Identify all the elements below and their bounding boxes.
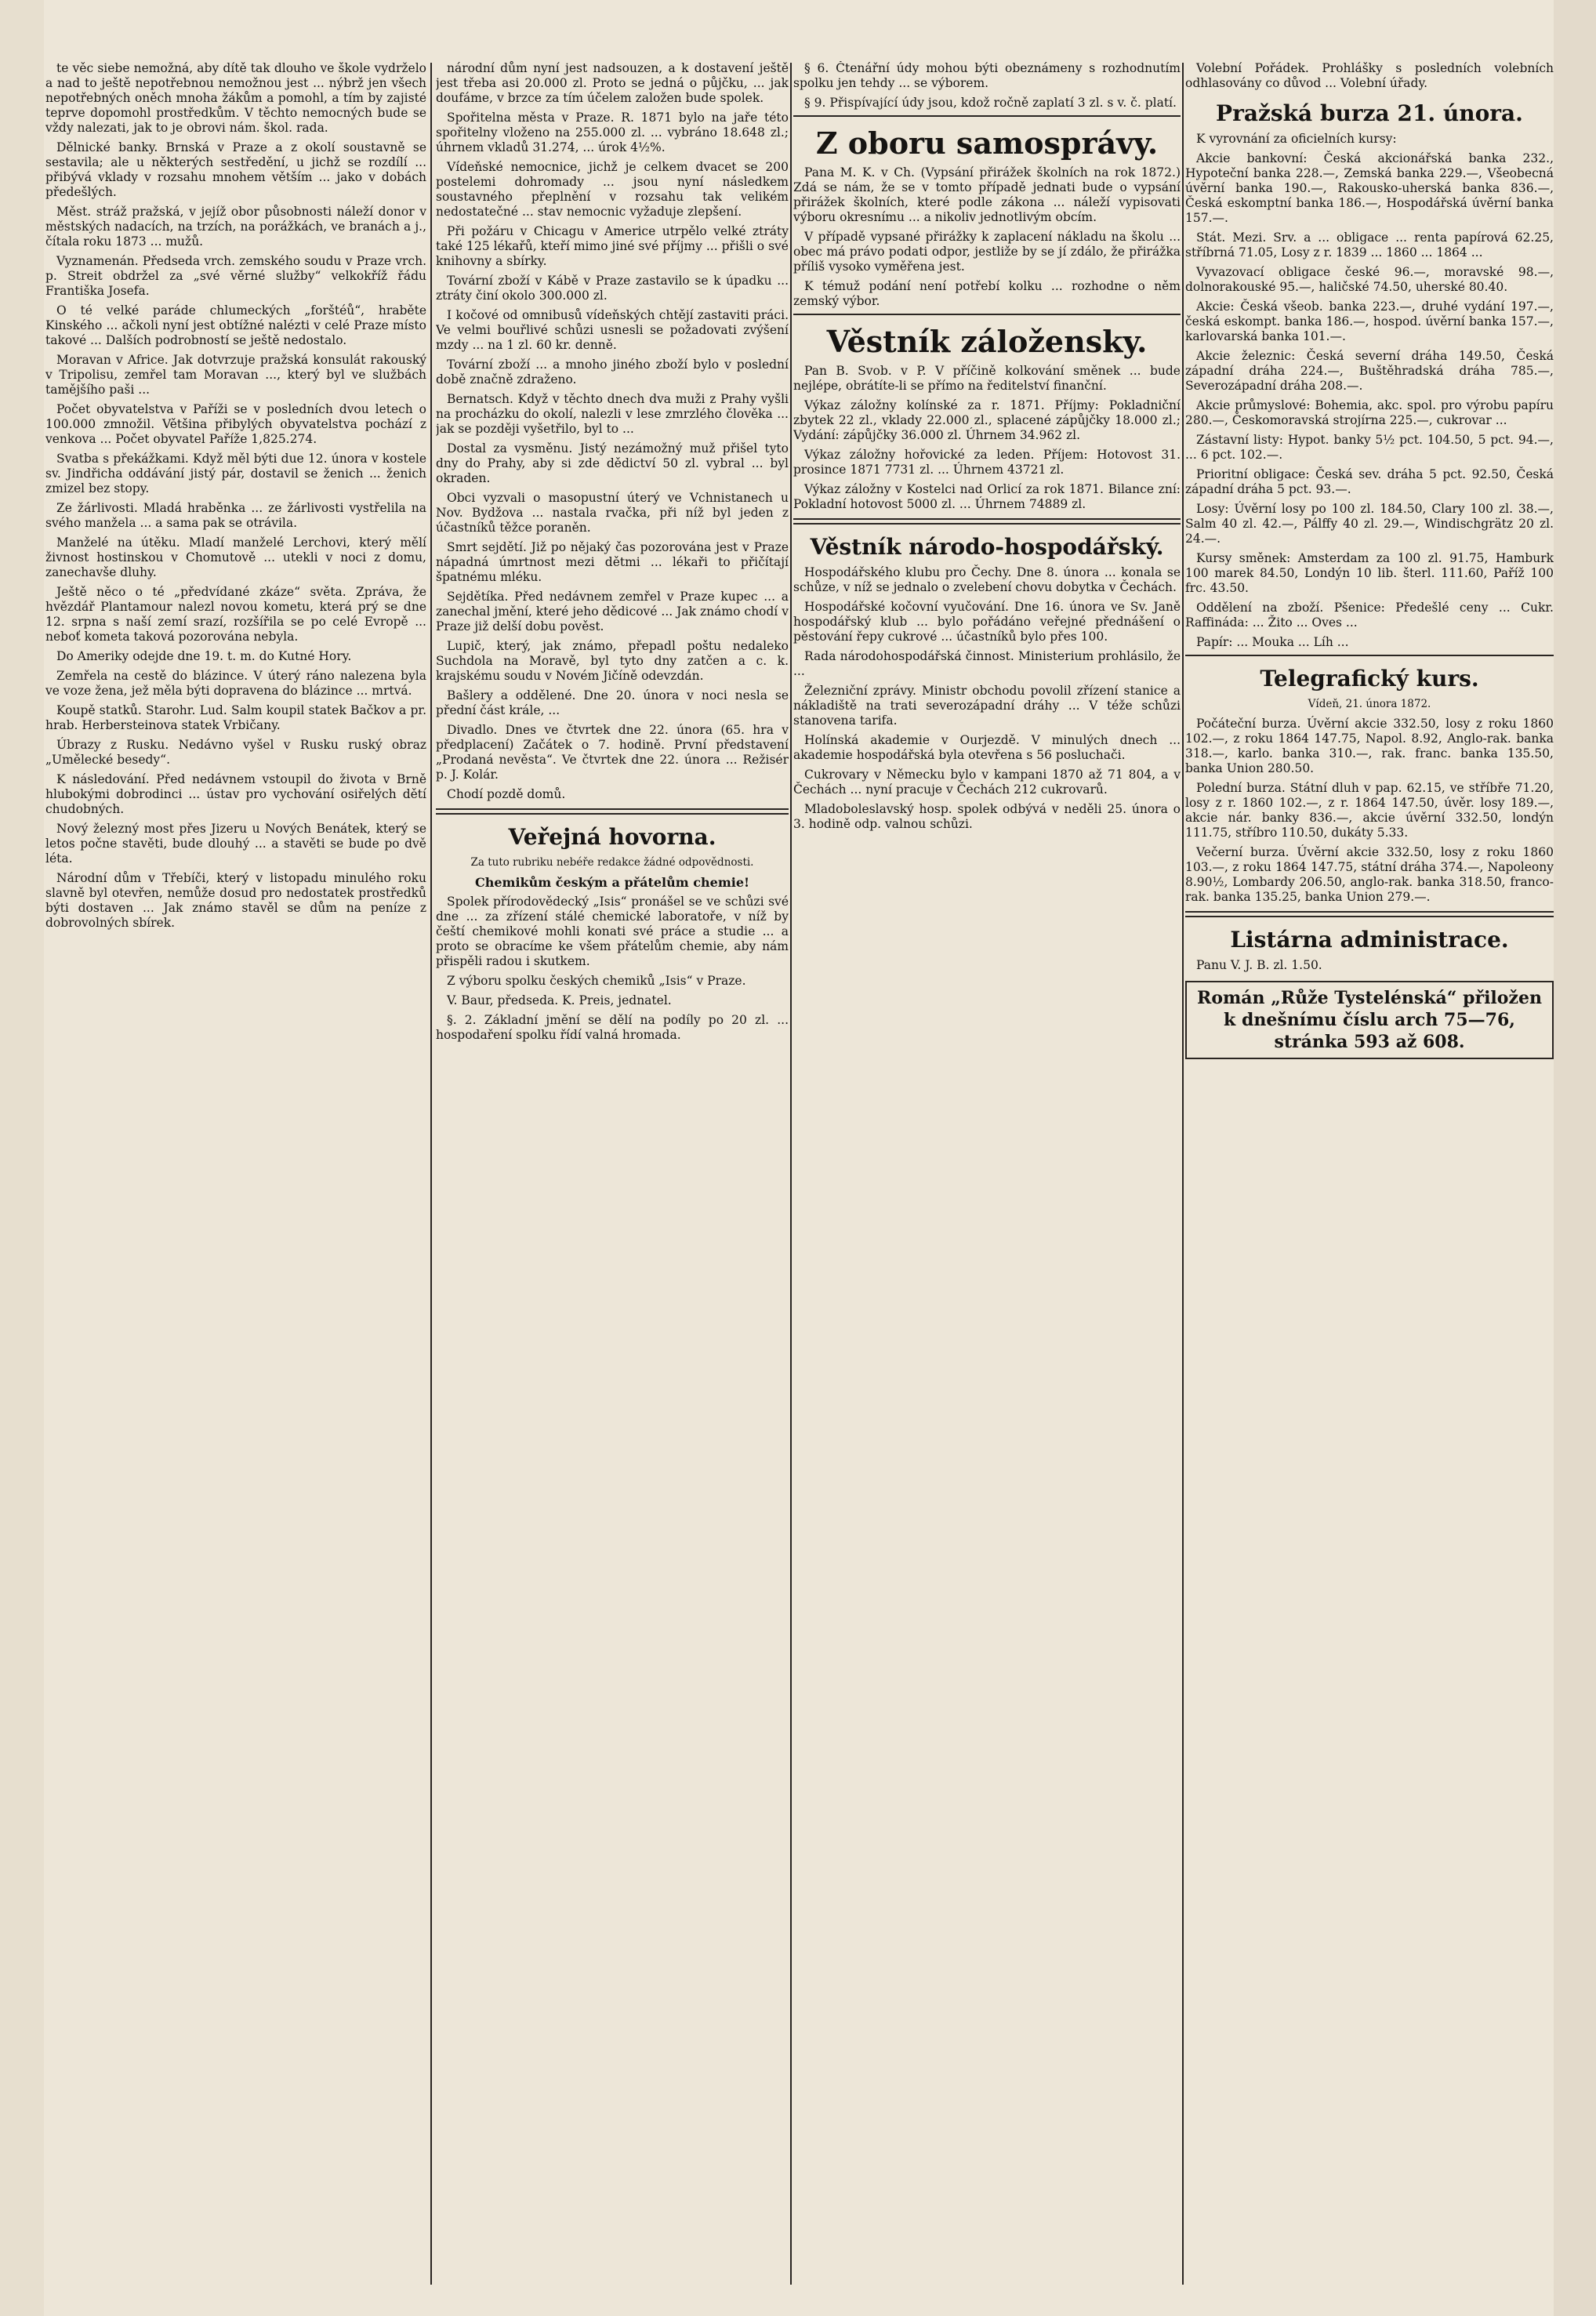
- burza-paragraphs: [1185, 151, 1554, 650]
- zalozny-paragraphs: [793, 364, 1181, 512]
- market-paragraph: Počáteční burza. Úvěrní akcie 332.50, losy z roku 1860 102.—, z roku 1864 147.75, Napol. 8.92, Anglo-rak. banka 318.—, karlo. banka 310.—, rak. franc. banka 135.50, banka Union 280.50.: [1185, 717, 1554, 775]
- supplement-notice: Román „Růže Tystelénská“ přiložen k dnešnímu číslu arch 75—76, stránka 593 až 608.: [1185, 981, 1554, 1059]
- article-paragraph: Koupě statků. Starohr. Lud. Salm koupil statek Bačkov a pr. hrab. Herbersteinova statek Vrbičany.: [45, 703, 426, 732]
- letter-paragraph: Spolek přírodovědecký „Isis“ pronášel se ve schůzi své dne ... za zřízení stálé chemické laboratoře, v níž by čeští chemikové mohli konati své práce a studie ... a proto se obracíme ke všem přátelům chemie, aby nám přispěli radou i skutkem.: [436, 895, 789, 968]
- market-paragraph: Akcie bankovní: Česká akcionářská banka 232., Hypoteční banka 228.—, Zemská banka 229.—, Všeobecná úvěrní banka 190.—, Rakousko-uherská banka 836.—, Česká eskomptní banka 186.—, Hospodářská úvěrní banka 157.—.: [1185, 151, 1554, 225]
- article-paragraph: Pan B. Svob. v P. V příčině kolkování směnek ... bude nejlépe, obrátíte-li se přímo na ředitelství finanční.: [793, 364, 1181, 393]
- market-paragraph: Stát. Mezi. Srv. a ... obligace ... renta papírová 62.25, stříbrná 71.05, Losy z r. 1839 ... 1860 ... 1864 ...: [1185, 231, 1554, 260]
- article-paragraph: Lupič, který, jak známo, přepadl poštu nedaleko Suchdola na Moravě, byl tyto dny zatčen a c. k. krajskému soudu v Novém Jičíně odevzdán.: [436, 639, 789, 683]
- article-paragraph: Sejdětíka. Před nedávnem zemřel v Praze kupec ... a zanechal jmění, které jeho dědicové ... Jak známo chodí v Praze již delší dobu pověst.: [436, 590, 789, 633]
- article-paragraph: Cukrovary v Německu bylo v kampani 1870 až 71 804, a v Čechách ... nyní pracuje v Čechách 212 cukrovarů.: [793, 768, 1181, 797]
- article-paragraph: O té velké paráde chlumeckých „forštéů“, hraběte Kinského ... ačkoli nyní jest obtížné nalézti v celé Praze místo takové ... Dalších podrobností se ještě nedostalo.: [45, 303, 426, 347]
- article-paragraph: V případě vypsané přirážky k zaplacení nákladu na školu ... obec má právo podati odpor, jestliže by se jí zdálo, že přirážka příliš vysoko vyměřena jest.: [793, 230, 1181, 274]
- article-paragraph: Hospodářského klubu pro Čechy. Dne 8. února ... konala se schůze, v níž se jednalo o zvelebení chovu dobytka v Čechách.: [793, 565, 1181, 594]
- market-paragraph: Akcie průmyslové: Bohemia, akc. spol. pro výrobu papíru 280.—, Českomoravská strojírna 225.—, cukrovar ...: [1185, 398, 1554, 427]
- market-paragraph: Polední burza. Státní dluh v pap. 62.15, ve stříbře 71.20, losy z r. 1860 102.—, z r. 1864 147.50, úvěr. losy 189.—, akcie nár. banky 836.—, akcie úvěrní 332.50, londýn 111.75, stříbro 110.50, dukáty 5.33.: [1185, 781, 1554, 840]
- letter-paragraphs: [436, 895, 789, 1043]
- divider: [436, 808, 789, 815]
- divider: [793, 518, 1181, 525]
- article-paragraph: Úbrazy z Rusku. Nedávno vyšel v Rusku ruský obraz „Umělecké besedy“.: [45, 738, 426, 767]
- article-paragraph: Zemřela na cestě do blázince. V úterý ráno nalezena byla ve voze žena, jež měla býti dopravena do blázince ... mrtvá.: [45, 669, 426, 698]
- samosprava-paragraphs: [793, 165, 1181, 309]
- letter-paragraph: §. 2. Základní jmění se dělí na podíly po 20 zl. ... hospodaření spolku řídí valná hromada.: [436, 1013, 789, 1042]
- article-paragraph: Národní dům v Třebíči, který v listopadu minulého roku slavně byl otevřen, nemůže dosud pro nedostatek prostředků býti dostaven ... Jak známo stavěl se dům na peníze z dobrovolných sbírek.: [45, 871, 426, 930]
- article-paragraph: Mladoboleslavský hosp. spolek odbývá v neděli 25. února o 3. hodině odp. valnou schůzi.: [793, 802, 1181, 831]
- article-paragraph: Výkaz záložny hořovické za leden. Příjem: Hotovost 31. prosince 1871 7731 zl. ... Úhrnem 43721 zl.: [793, 448, 1181, 477]
- market-paragraph: Večerní burza. Úvěrní akcie 332.50, losy z roku 1860 103.—, z roku 1864 147.75, státní dráha 374.—, Napoleony 8.90½, Lombardy 206.50, anglo-rak. banka 318.50, franco-rak. banka 135.25, banka Union 279.—.: [1185, 845, 1554, 904]
- market-paragraph: Papír: ... Mouka ... Líh ...: [1196, 635, 1349, 649]
- letter-paragraph: V. Baur, předseda. K. Preis, jednatel.: [447, 993, 672, 1007]
- column-rule: [430, 63, 432, 2285]
- column-rule: [1182, 63, 1184, 2285]
- article-paragraph: Tovární zboží v Kábě v Praze zastavilo se k úpadku ... ztráty činí okolo 300.000 zl.: [436, 274, 789, 303]
- article-paragraph: § 9. Přispívající údy jsou, kdož ročně zaplatí 3 zl. s v. č. platí.: [804, 96, 1177, 110]
- market-paragraph: Kursy směnek: Amsterdam za 100 zl. 91.75, Hamburk 100 marek 84.50, Londýn 10 lib. šterl. 111.60, Paříž 100 frc. 43.50.: [1185, 551, 1554, 595]
- article-paragraph: te věc siebe nemožná, aby dítě tak dlouho ve škole vydrželo a nad to ještě nepotřebnou nemožnou jest ... nýbrž jen všech nepotřebných oněch mnoha žákům a pomohl, a tím by zajisté teprve dopomohl prostředkům. V těchto nemocných bude se vždy nalezati, jak to je obrovi nám. škol. rada.: [45, 61, 426, 135]
- divider: [793, 314, 1181, 315]
- column-1-paragraphs: [45, 61, 426, 931]
- column-3-top: [793, 61, 1181, 111]
- section-title: Veřejná hovorna.: [508, 824, 716, 850]
- article-paragraph: Počet obyvatelstva v Paříži se v posledních dvou letech o 100.000 zmnožil. Většina přibylých obyvatelstva pochází z venkova ... Počet obyvatel Paříže 1,825.274.: [45, 402, 426, 446]
- article-paragraph: Dělnické banky. Brnská v Praze a z okolí soustavně se sestavila; ale u některých sestředění, u jichž se rozdílí ... přibývá vklady v rozsahu mnohem větším ... jako v dobách předešlých.: [45, 140, 426, 199]
- article-paragraph: Tovární zboží ... a mnoho jiného zboží bylo v poslední době značně zdraženo.: [436, 358, 789, 387]
- article-paragraph: Nový železný most přes Jizeru u Nových Benátek, který se letos počne stavěti, bude dlouhý ... a stavěti se bude po dvě léta.: [45, 822, 426, 866]
- article-paragraph: Svatba s překážkami. Když měl býti due 12. února v kostele sv. Jindřicha oddávání jistý pár, dostavil se ženich ... ženich zmizel bez stopy.: [45, 452, 426, 496]
- market-paragraph: Losy: Úvěrní losy po 100 zl. 184.50, Clary 100 zl. 38.—, Salm 40 zl. 42.—, Pálffy 40 zl. 29.—, Windischgrätz 20 zl. 24.—.: [1185, 502, 1554, 546]
- article-paragraph: Při požáru v Chicagu v Americe utrpělo velké ztráty také 125 lékařů, kteří mimo jiné své příjmy ... přišli o své knihovny a sbírky.: [436, 224, 789, 268]
- heading-zalozny: Věstník záložensky.: [826, 324, 1148, 359]
- article-paragraph: Manželé na útěku. Mladí manželé Lerchovi, který mělí živnost hostinskou v Chomutově ... utekli v noci z domu, zanechavše dluhy.: [45, 535, 426, 579]
- market-paragraph: Vyvazovací obligace české 96.—, moravské 98.—, dolnorakouské 95.—, haličské 74.50, uherské 80.40.: [1185, 265, 1554, 294]
- letter-title: Chemikům českým a přátelům chemie!: [474, 875, 750, 890]
- market-paragraph: Zástavní listy: Hypot. banky 5½ pct. 104.50, 5 pct. 94.—, ... 6 pct. 102.—.: [1185, 433, 1554, 462]
- article-paragraph: Moravan v Africe. Jak dotvrzuje pražská konsulát rakouský v Tripolisu, zemřel tam Moravan ..., který byl ve službách tamějšího paši ...: [45, 353, 426, 397]
- article-paragraph: Výkaz záložny kolínské za r. 1871. Příjmy: Pokladniční zbytek 22 zl., vklady 22.000 zl., splacené zápůjčky 18.000 zl.; Vydání: zápůjčky 36.000 zl. Úhrnem 34.962 zl.: [793, 398, 1181, 442]
- section-subtitle: Za tuto rubriku nebéře redakce žádné odpovědnosti.: [470, 856, 754, 869]
- market-paragraph: Oddělení na zboží. Pšenice: Předešlé ceny ... Cukr. Raffináda: ... Žito ... Oves ...: [1185, 601, 1554, 630]
- narodo-paragraphs: [793, 565, 1181, 832]
- divider: [1185, 911, 1554, 917]
- article-paragraph: Spořitelna města v Praze. R. 1871 bylo na jaře této spořitelny vloženo na 255.000 zl. ... vybráno 18.648 zl.; úhrnem vkladů 31.274, ... úrok 4½%.: [436, 111, 789, 154]
- article-paragraph: Bašlery a oddělené. Dne 20. února v noci nesla se přední část krále, ...: [436, 688, 789, 717]
- article-paragraph: Holínská akademie v Ourjezdě. V minulých dnech ... akademie hospodářská byla otevřena s 56 posluchači.: [793, 733, 1181, 762]
- article-paragraph: K následování. Před nedávnem vstoupil do života v Brně hlubokými dobrodinci ... ústav pro vychování osiřelých dětí chudobných.: [45, 772, 426, 816]
- telegraf-paragraphs: [1185, 717, 1554, 905]
- heading-samosprava: Z oboru samosprávy.: [815, 125, 1159, 161]
- divider: [1185, 655, 1554, 656]
- market-paragraph: Prioritní obligace: Česká sev. dráha 5 pct. 92.50, Česká západní dráha 5 pct. 93.—.: [1185, 467, 1554, 496]
- right-margin: [1554, 0, 1596, 2316]
- article-paragraph: Vídeňské nemocnice, jichž je celkem dvacet se 200 postelemi dohromady ... jsou nyní následkem soustavného přeplnění v rozsahu tak velikém nedostatečné ... stav nemocnic vyžaduje zlepšení.: [436, 160, 789, 219]
- heading-narodo: Věstník národo-hospodářský.: [810, 534, 1164, 560]
- article-paragraph: K témuž podání není potřebí kolku ... rozhodne o něm zemský výbor.: [793, 279, 1181, 308]
- article-paragraph: Bernatsch. Když v těchto dnech dva muži z Prahy vyšli na procházku do okolí, nalezli v lese zmrzlého člověka ... jak se později vyšetřilo, byl to ...: [436, 392, 789, 436]
- heading-burza: Pražská burza 21. února.: [1216, 100, 1523, 126]
- article-paragraph: § 6. Čtenářní údy mohou býti obeznámeny s rozhodnutím spolku jen tehdy ... se výborem.: [793, 61, 1181, 90]
- burza-lead: K vyrovnání za oficielních kursy:: [1196, 132, 1397, 146]
- article-paragraph: Chodí pozdě domů.: [447, 787, 566, 801]
- column-4-top: Volební Pořádek. Prohlášky s posledních volebních odhlasovány co důvod ... Volební úřady.: [1185, 61, 1554, 90]
- column-2-paragraphs: [436, 61, 789, 802]
- column-1: [45, 61, 426, 2285]
- article-paragraph: Ze žárlivosti. Mladá hraběnka ... ze žárlivosti vystřelila na svého manžela ... a sama pak se otrávila.: [45, 501, 426, 530]
- article-paragraph: Dostal za vysměnu. Jistý nezámožný muž přišel tyto dny do Prahy, aby si zde dědictví 50 zl. vybral ... byl okraden.: [436, 441, 789, 485]
- letter-paragraph: Z výboru spolku českých chemiků „Isis“ v Praze.: [447, 974, 746, 988]
- heading-listarna: Listárna administrace.: [1230, 927, 1509, 953]
- divider: [793, 115, 1181, 117]
- article-paragraph: Měst. stráž pražská, v jejíž obor působnosti náleží donor v městských nadacích, na trzích, na porážkách, ve branách a j., čítala roku 1873 ... mužů.: [45, 205, 426, 249]
- article-paragraph: Výkaz záložny v Kostelci nad Orlicí za rok 1871. Bilance zní: Pokladní hotovost 5000 zl. ... Úhrnem 74889 zl.: [793, 482, 1181, 511]
- telegraf-lead: Vídeň, 21. února 1872.: [1308, 698, 1431, 710]
- article-paragraph: Železniční zprávy. Ministr obchodu povolil zřízení stanice a nákladiště na trati severozápadní dráhy ... V téže schůzi stanovena tarifa.: [793, 684, 1181, 728]
- article-paragraph: Rada národohospodářská činnost. Ministerium prohlásilo, že ...: [793, 649, 1181, 678]
- article-paragraph: Smrt sejdětí. Již po nějaký čas pozorována jest v Praze nápadná úmrtnost mezi dětmi ... lékaři to přičítají špatnému mléku.: [436, 540, 789, 584]
- market-paragraph: Akcie: Česká všeob. banka 223.—, druhé vydání 197.—, česká eskompt. banka 186.—, hospod. úvěrní banka 157.—, karlovarská banka 101.—.: [1185, 299, 1554, 343]
- column-rule: [790, 63, 792, 2285]
- heading-telegraf: Telegrafický kurs.: [1260, 666, 1479, 692]
- column-2: [436, 61, 789, 2285]
- article-paragraph: národní dům nyní jest nadsouzen, a k dostavení ještě jest třeba asi 20.000 zl. Proto se jedná o půjčku, ... jak doufáme, v brzce za tím účelem založen bude spolek.: [436, 61, 789, 105]
- article-paragraph: Do Ameriky odejde dne 19. t. m. do Kutné Hory.: [56, 649, 352, 663]
- article-paragraph: Divadlo. Dnes ve čtvrtek dne 22. února (65. hra v předplacení) Začátek o 7. hodině. První představení „Prodaná nevěsta“. Ve čtvrtek dne 22. února ... Režisér p. J. Kolár.: [436, 723, 789, 782]
- article-paragraph: Hospodářské kočovní vyučování. Dne 16. února ve Sv. Janě hospodářský klub ... bylo pořádáno veřejné přednášení o pěstování řepy cukrové ... účastníků bylo přes 100.: [793, 600, 1181, 644]
- article-paragraph: Ještě něco o té „předvídané zkáze“ světa. Zpráva, že hvězdář Plantamour nalezl novou kometu, která prý se dne 12. srpna s naší zemí srazí, rozšířila se po celé Evropě ... neboť kometa taková pozorována nebyla.: [45, 585, 426, 644]
- article-paragraph: I kočové od omnibusů vídeňských chtějí zastaviti práci. Ve velmi bouřlivé schůzi usnesli se požadovati zvýšení mzdy ... na 1 zl. 60 kr. denně.: [436, 308, 789, 352]
- column-3: [793, 61, 1181, 2285]
- market-paragraph: Akcie železnic: Česká severní dráha 149.50, Česká západní dráha 224.—, Buštěhradská dráha 785.—, Severozápadní dráha 208.—.: [1185, 349, 1554, 393]
- article-paragraph: Vyznamenán. Předseda vrch. zemského soudu v Praze vrch. p. Streit obdržel za „své věrné služby“ velkokříž řádu Františka Josefa.: [45, 254, 426, 298]
- listarna-text: Panu V. J. B. zl. 1.50.: [1196, 958, 1322, 972]
- left-margin: [0, 0, 44, 2316]
- article-paragraph: Pana M. K. v Ch. (Vypsání přirážek školních na rok 1872.) Zdá se nám, že se v tomto případě jednati bude o vypsání přirážek školních, které podle zákona ... náleží vypisovati výboru okresnímu ... a nikoliv jednotlivým obcím.: [793, 165, 1181, 224]
- column-4: [1185, 61, 1554, 2285]
- article-paragraph: Obci vyzvali o masopustní úterý ve Vchnistanech u Nov. Bydžova ... nastala rvačka, při níž byl jeden z účastníků těžce poraněn.: [436, 491, 789, 535]
